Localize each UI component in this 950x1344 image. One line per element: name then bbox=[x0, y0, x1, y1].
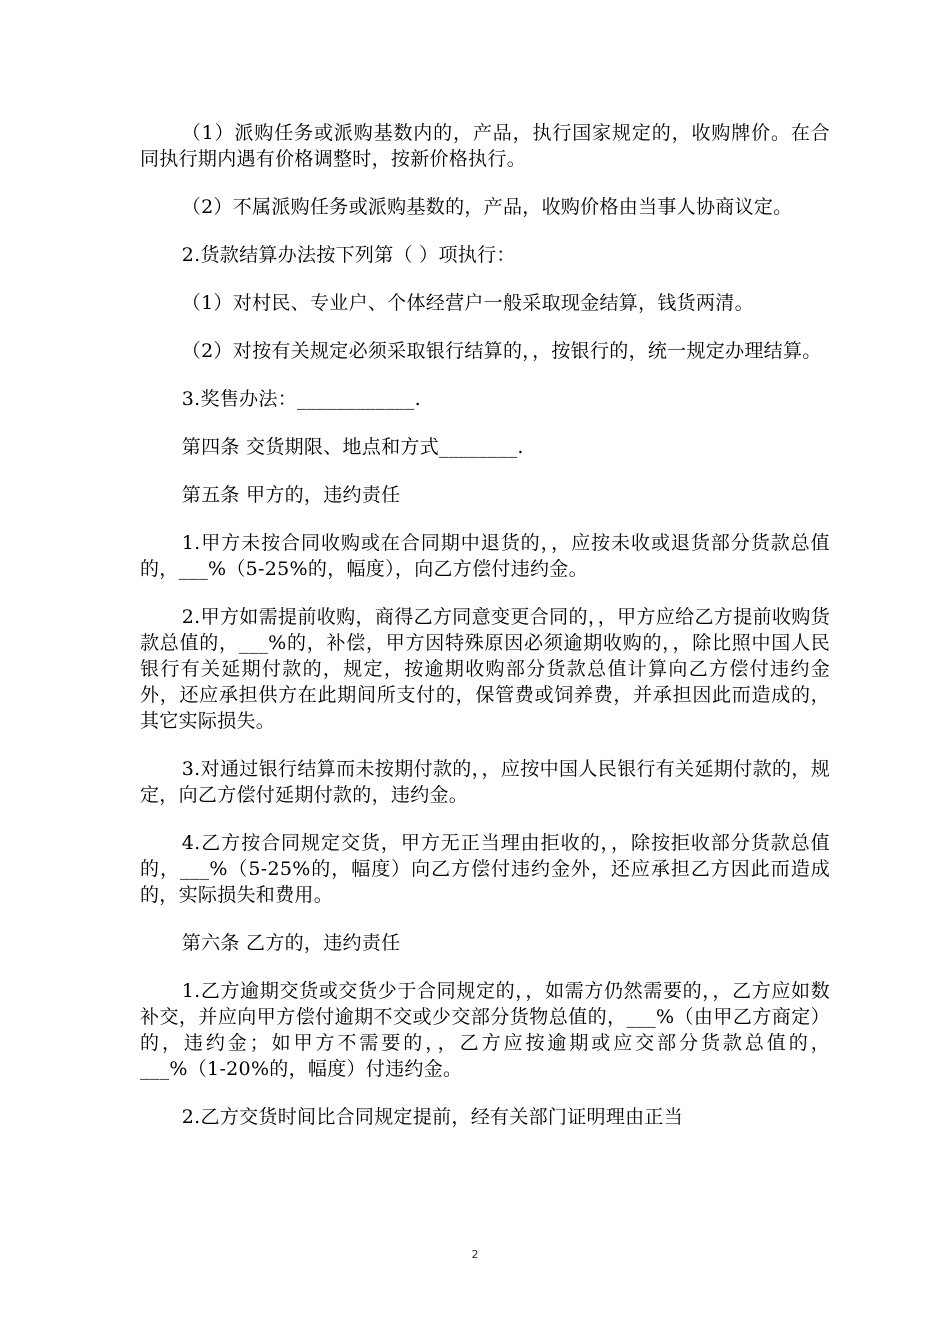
paragraph-party-b-early-delivery: 2.乙方交货时间比合同规定提前，经有关部门证明理由正当 bbox=[181, 1106, 684, 1128]
page-number: 2 bbox=[471, 1248, 479, 1261]
paragraph-party-a-late-payment: 3.对通过银行结算而未按期付款的，，应按中国人民银行有关延期付款的，规定，向乙方偿付延期付款的，违约金。 bbox=[140, 758, 830, 806]
paragraph-price-dispatch: （1）派购任务或派购基数内的，产品，执行国家规定的，收购牌价。在合同执行期内遇有价格调整时，按新价格执行。 bbox=[140, 122, 830, 170]
paragraph-cash-settlement: （1）对村民、专业户、个体经营户一般采取现金结算，钱货两清。 bbox=[181, 292, 754, 314]
paragraph-price-negotiated: （2）不属派购任务或派购基数的，产品，收购价格由当事人协商议定。 bbox=[181, 196, 793, 218]
paragraph-party-b-late-delivery: 1.乙方逾期交货或交货少于合同规定的，，如需方仍然需要的，，乙方应如数补交，并应向甲方偿付逾期不交或少交部分货物总值的，___%（由甲乙方商定）的，违约金；如甲方不需要的，，乙方应按逾期或应交部分货款总值的，___%（1-20%的，幅度）付违约金。 bbox=[140, 980, 830, 1080]
article-six-heading: 第六条 乙方的，违约责任 bbox=[181, 932, 401, 954]
paragraph-settlement-method: 2.货款结算办法按下列第（ ）项执行： bbox=[181, 244, 516, 266]
article-five-heading: 第五条 甲方的，违约责任 bbox=[181, 484, 401, 506]
paragraph-party-a-early-purchase: 2.甲方如需提前收购，商得乙方同意变更合同的，，甲方应给乙方提前收购货款总值的，___%的，补偿，甲方因特殊原因必须逾期收购的，，除比照中国人民银行有关延期付款的，规定，按逾期收购部分货款总值计算向乙方偿付违约金外，还应承担供方在此期间所支付的，保管费或饲养费，并承担因此而造成的，其它实际损失。 bbox=[140, 606, 830, 732]
paragraph-party-a-return: 1.甲方未按合同收购或在合同期中退货的，，应按未收或退货部分货款总值的，___%（5-25%的，幅度），向乙方偿付违约金。 bbox=[140, 532, 830, 580]
paragraph-party-a-rejection: 4.乙方按合同规定交货，甲方无正当理由拒收的，，除按拒收部分货款总值的，___%（5-25%的，幅度）向乙方偿付违约金外，还应承担乙方因此而造成的，实际损失和费用。 bbox=[140, 832, 830, 906]
paragraph-bank-settlement: （2）对按有关规定必须采取银行结算的，，按银行的，统一规定办理结算。 bbox=[181, 340, 822, 362]
paragraph-reward-method: 3.奖售办法：____________. bbox=[181, 388, 421, 410]
article-four-heading: 第四条 交货期限、地点和方式________. bbox=[181, 436, 524, 458]
document-body bbox=[140, 120, 830, 1152]
